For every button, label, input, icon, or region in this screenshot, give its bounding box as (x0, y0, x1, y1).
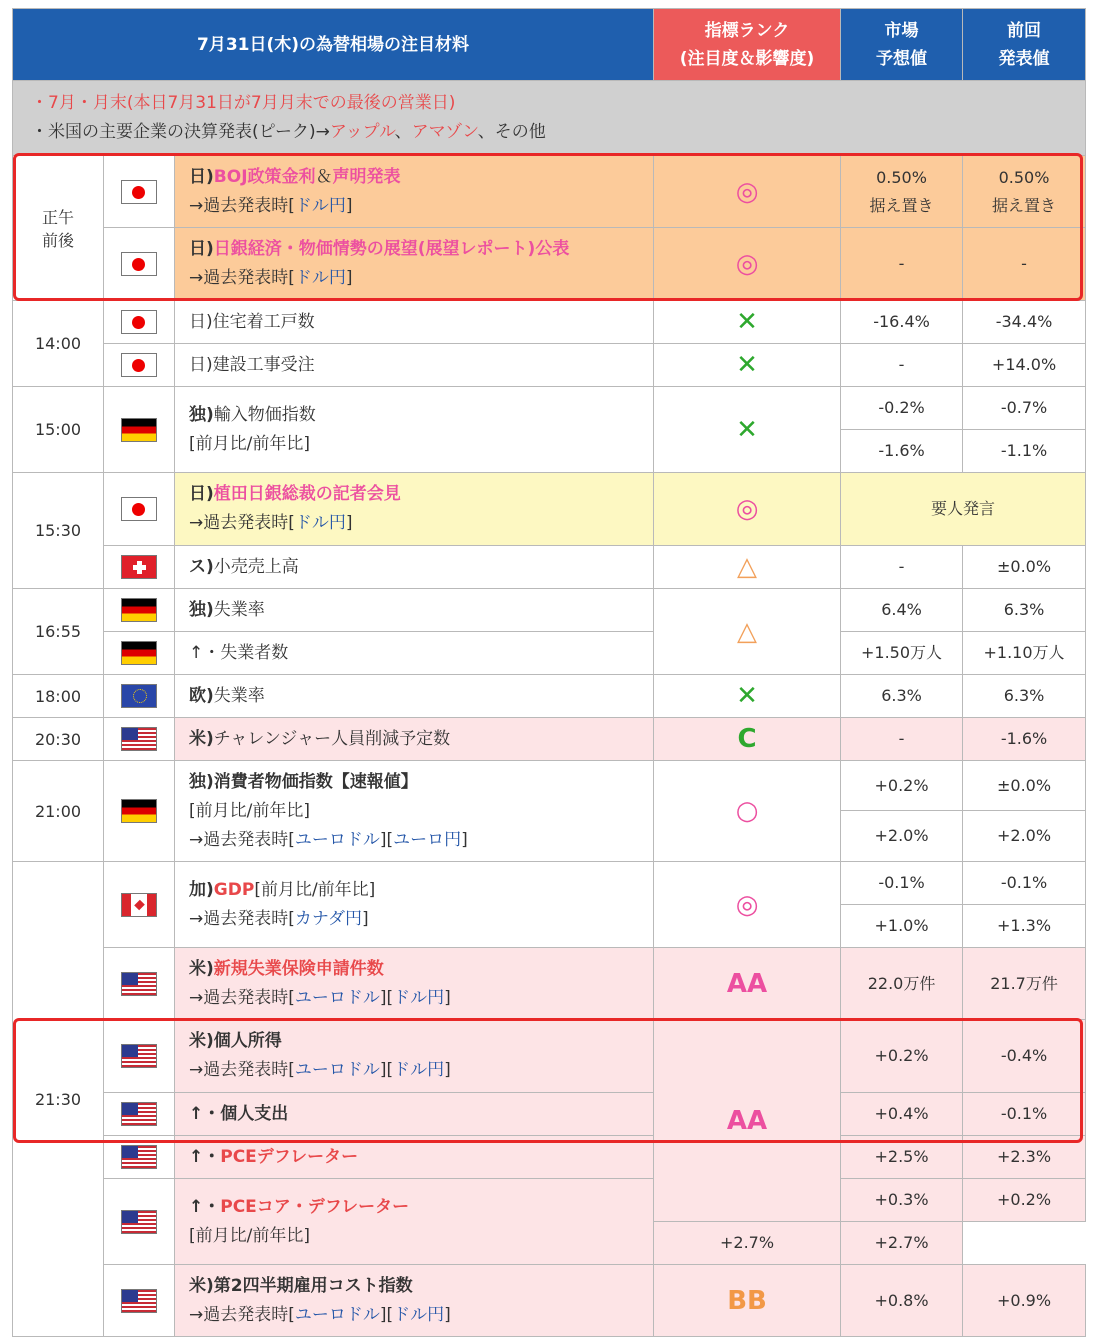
indicator-name: 日)日銀経済・物価情勢の展望(展望レポート)公表 →過去発表時[ドル円] (175, 228, 654, 301)
table-row (13, 589, 1086, 632)
economic-calendar-table (12, 8, 1086, 1337)
japan-flag-icon (121, 497, 157, 521)
table-row (13, 1265, 1086, 1337)
previous-cell: ±0.0% (963, 546, 1086, 589)
us-flag-icon (121, 1044, 157, 1068)
time-cell: 21:30 (13, 862, 104, 1337)
indicator-name: ↑・失業者数 (175, 632, 654, 675)
header-row (13, 9, 1086, 81)
forecast-cell: - (841, 228, 963, 301)
previous-cell: +1.3% (963, 905, 1086, 948)
table-row (13, 761, 1086, 811)
forecast-cell: 0.50% 据え置き (841, 156, 963, 228)
note-month-end: 7月・月末(本日7月31日が7月月末での最後の営業日) (48, 93, 456, 113)
table-row (13, 948, 1086, 1020)
rank-cell: △ (654, 546, 841, 589)
previous-cell: +1.10万人 (963, 632, 1086, 675)
indicator-name: 米)第2四半期雇用コスト指数 →過去発表時[ユーロドル][ドル円] (175, 1265, 654, 1337)
table-row (13, 675, 1086, 718)
link-usdjpy[interactable]: ドル円 (294, 513, 346, 533)
rank-cell: ◎ (654, 473, 841, 546)
indicator-name: 欧)失業率 (175, 675, 654, 718)
indicator-name: ↑・PCEデフレーター (175, 1136, 654, 1179)
table-row (13, 632, 1086, 675)
us-flag-icon (121, 1210, 157, 1234)
forecast-cell: -0.1% (841, 862, 963, 905)
germany-flag-icon (121, 598, 157, 622)
indicator-name: 独)消費者物価指数【速報値】 [前月比/前年比] →過去発表時[ユーロドル][ユーロ円] (175, 761, 654, 862)
previous-cell: - (963, 228, 1086, 301)
time-cell: 正午 前後 (13, 156, 104, 301)
canada-flag-icon (121, 893, 157, 917)
previous-cell: +0.2% (963, 1179, 1086, 1222)
indicator-name: ↑・PCEコア・デフレーター [前月比/前年比] (175, 1179, 654, 1265)
previous-cell: +2.3% (963, 1136, 1086, 1179)
forecast-header: 市場 予想値 (841, 9, 963, 81)
calendar-container (12, 8, 1085, 1337)
link-eurusd[interactable]: ユーロドル (294, 987, 380, 1008)
link-usdjpy[interactable]: ドル円 (294, 195, 346, 216)
forecast-cell: 6.3% (841, 675, 963, 718)
us-flag-icon (121, 1102, 157, 1126)
table-row (13, 344, 1086, 387)
indicator-name: 独)失業率 (175, 589, 654, 632)
forecast-cell: +0.8% (841, 1265, 963, 1337)
link-cadjpy[interactable]: カナダ円 (294, 908, 363, 929)
forecast-cell: 6.4% (841, 589, 963, 632)
time-cell: 18:00 (13, 675, 104, 718)
note-amazon: アマゾン (411, 122, 478, 142)
indicator-name: 米)個人所得 →過去発表時[ユーロドル][ドル円] (175, 1020, 654, 1093)
rank-cell: △ (654, 589, 841, 675)
germany-flag-icon (121, 799, 157, 823)
us-flag-icon (121, 1145, 157, 1169)
link-eurusd[interactable]: ユーロドル (294, 1304, 380, 1325)
forecast-cell: +2.5% (841, 1136, 963, 1179)
previous-cell: -0.7% (963, 387, 1086, 430)
forecast-cell: +0.2% (841, 1020, 963, 1093)
japan-flag-icon (121, 310, 157, 334)
link-eurusd[interactable]: ユーロドル (294, 829, 380, 850)
rank-cell: ◎ (654, 862, 841, 948)
previous-cell: +14.0% (963, 344, 1086, 387)
japan-flag-icon (121, 180, 157, 204)
forecast-cell: -0.2% (841, 387, 963, 430)
table-row (13, 546, 1086, 589)
rank-cell: ○ (654, 761, 841, 862)
time-cell: 15:30 (13, 473, 104, 589)
forecast-cell: +0.2% (841, 761, 963, 811)
rank-cell: C (654, 718, 841, 761)
forecast-cell: +1.0% (841, 905, 963, 948)
germany-flag-icon (121, 641, 157, 665)
note-apple: アップル (329, 122, 395, 142)
indicator-name: 独)輸入物価指数 [前月比/前年比] (175, 387, 654, 473)
forecast-cell: -1.6% (841, 430, 963, 473)
link-usdjpy[interactable]: ドル円 (393, 1304, 445, 1325)
forecast-cell: -16.4% (841, 301, 963, 344)
swiss-flag-icon (121, 555, 157, 579)
forecast-cell: - (841, 344, 963, 387)
rank-header: 指標ランク (注目度＆影響度) (654, 9, 841, 81)
speech-cell: 要人発言 (841, 473, 1086, 546)
forecast-cell: +0.4% (841, 1093, 963, 1136)
rank-cell: ✕ (654, 344, 841, 387)
time-cell: 15:00 (13, 387, 104, 473)
indicator-name: 米)チャレンジャー人員削減予定数 (175, 718, 654, 761)
eu-flag-icon (121, 684, 157, 708)
notes-row (13, 81, 1086, 156)
rank-cell: AA (654, 1020, 841, 1222)
rank-cell: BB (654, 1265, 841, 1337)
indicator-name: ス)小売売上高 (175, 546, 654, 589)
previous-cell: 6.3% (963, 589, 1086, 632)
link-eurusd[interactable]: ユーロドル (294, 1060, 380, 1080)
previous-cell: -34.4% (963, 301, 1086, 344)
us-flag-icon (121, 972, 157, 996)
forecast-cell: +2.7% (654, 1222, 841, 1265)
previous-cell: -0.1% (963, 1093, 1086, 1136)
table-row (13, 473, 1086, 546)
table-row (13, 862, 1086, 905)
link-usdjpy[interactable]: ドル円 (393, 987, 445, 1008)
previous-cell: -1.6% (963, 718, 1086, 761)
table-row (13, 228, 1086, 301)
indicator-name: 米)新規失業保険申請件数 →過去発表時[ユーロドル][ドル円] (175, 948, 654, 1020)
table-row (13, 1020, 1086, 1093)
germany-flag-icon (121, 418, 157, 442)
link-usdjpy[interactable]: ドル円 (294, 268, 346, 288)
link-usdjpy[interactable]: ドル円 (393, 1060, 445, 1080)
previous-cell: 6.3% (963, 675, 1086, 718)
rank-cell: ✕ (654, 675, 841, 718)
rank-cell: ✕ (654, 387, 841, 473)
rank-cell: ◎ (654, 228, 841, 301)
table-title: 7月31日(木)の為替相場の注目材料 (13, 9, 654, 81)
time-cell: 16:55 (13, 589, 104, 675)
forecast-cell: - (841, 718, 963, 761)
us-flag-icon (121, 727, 157, 751)
indicator-name: 加)GDP[前月比/前年比] →過去発表時[カナダ円] (175, 862, 654, 948)
time-cell: 14:00 (13, 301, 104, 387)
indicator-name: 日)BOJ政策金利＆声明発表 →過去発表時[ドル円] (175, 156, 654, 228)
forecast-cell: +2.0% (841, 811, 963, 862)
previous-cell: +0.9% (963, 1265, 1086, 1337)
rank-cell: ✕ (654, 301, 841, 344)
rank-cell: ◎ (654, 156, 841, 228)
previous-cell: -0.4% (963, 1020, 1086, 1093)
forecast-cell: +0.3% (841, 1179, 963, 1222)
indicator-name: ↑・個人支出 (175, 1093, 654, 1136)
previous-cell: +2.0% (963, 811, 1086, 862)
previous-cell: -0.1% (963, 862, 1086, 905)
table-row (13, 1179, 1086, 1222)
japan-flag-icon (121, 252, 157, 276)
table-row (13, 718, 1086, 761)
link-eurjpy[interactable]: ユーロ円 (393, 829, 462, 850)
previous-cell: +2.7% (841, 1222, 963, 1265)
notes-cell: ・7月・月末(本日7月31日が7月月末での最後の営業日) ・米国の主要企業の決算発表(ピーク)→アップル、アマゾン、その他 (13, 81, 1086, 156)
table-row (13, 1093, 1086, 1136)
previous-cell: 0.50% 据え置き (963, 156, 1086, 228)
table-row (13, 301, 1086, 344)
indicator-name: 日)建設工事受注 (175, 344, 654, 387)
previous-cell: 21.7万件 (963, 948, 1086, 1020)
forecast-cell: +1.50万人 (841, 632, 963, 675)
japan-flag-icon (121, 353, 157, 377)
forecast-cell: 22.0万件 (841, 948, 963, 1020)
table-row (13, 387, 1086, 430)
previous-cell: ±0.0% (963, 761, 1086, 811)
table-row (13, 156, 1086, 228)
forecast-cell: - (841, 546, 963, 589)
table-row (13, 1136, 1086, 1179)
time-cell: 20:30 (13, 718, 104, 761)
indicator-name: 日)住宅着工戸数 (175, 301, 654, 344)
time-cell: 21:00 (13, 761, 104, 862)
rank-cell: AA (654, 948, 841, 1020)
us-flag-icon (121, 1289, 157, 1313)
indicator-name: 日)植田日銀総裁の記者会見 →過去発表時[ドル円] (175, 473, 654, 546)
previous-header: 前回 発表値 (963, 9, 1086, 81)
previous-cell: -1.1% (963, 430, 1086, 473)
